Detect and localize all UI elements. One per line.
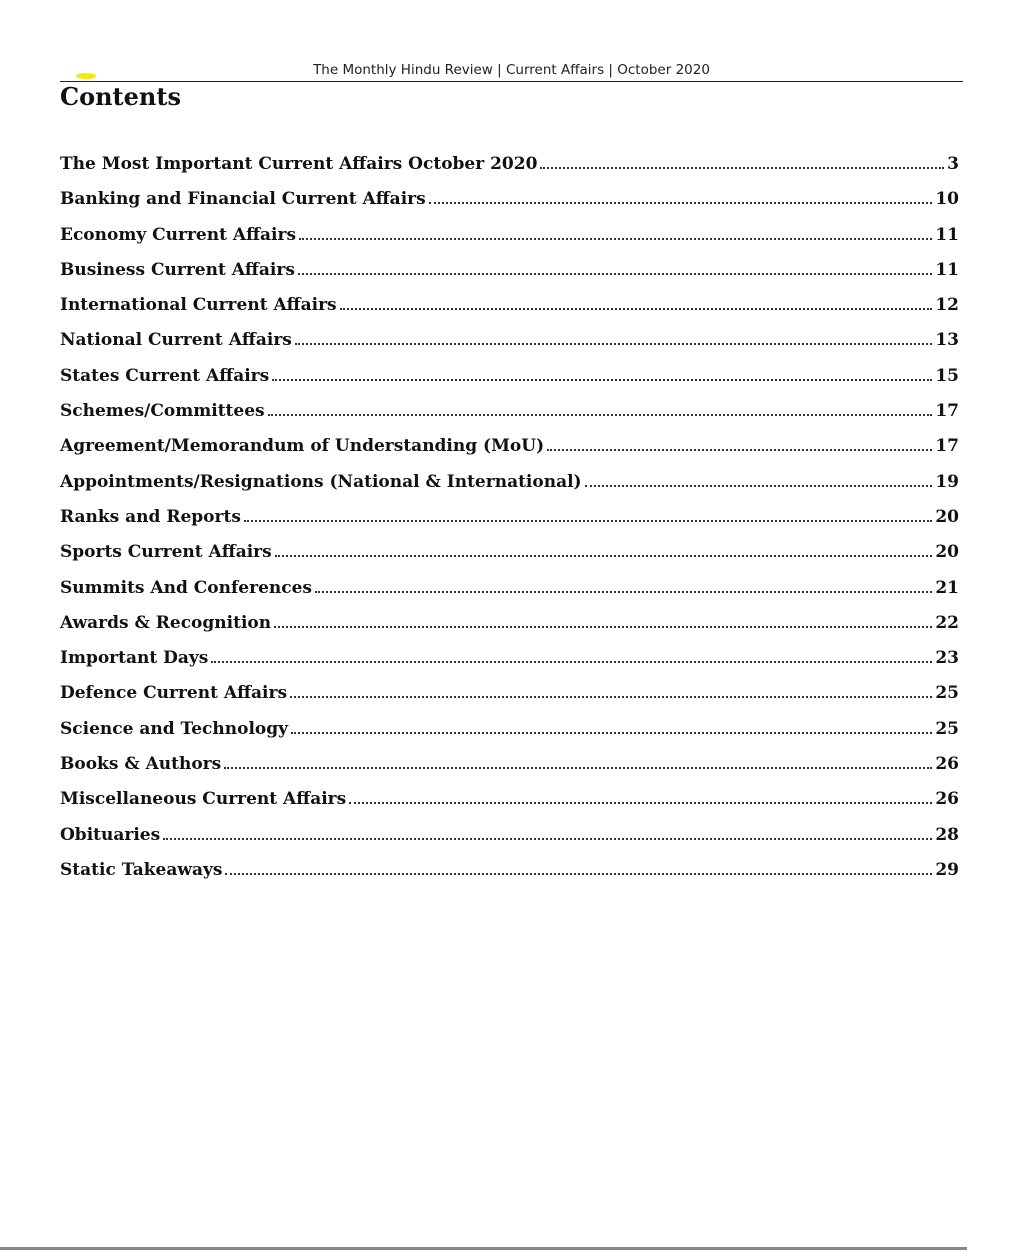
contents-heading: Contents	[60, 82, 181, 111]
toc-entry-page-number: 25	[935, 683, 959, 704]
toc-entry-page-number: 22	[935, 612, 959, 633]
toc-entry[interactable]	[60, 785, 959, 820]
toc-entry-label: Awards & Recognition	[60, 612, 272, 633]
table-of-contents	[60, 150, 959, 891]
toc-entry-page-number: 28	[935, 824, 959, 845]
toc-dot-leader	[211, 661, 932, 663]
toc-dot-leader	[540, 167, 944, 169]
toc-entry-label: Appointments/Resignations (National & International)	[60, 471, 582, 492]
toc-entry-page-number: 17	[935, 436, 959, 457]
toc-dot-leader	[225, 873, 932, 875]
toc-entry[interactable]	[60, 644, 959, 679]
toc-entry-page-number: 15	[935, 365, 959, 386]
toc-entry-label: Schemes/Committees	[60, 401, 265, 422]
toc-dot-leader	[275, 555, 933, 557]
toc-entry-label: Agreement/Memorandum of Understanding (MoU)	[60, 436, 545, 457]
toc-dot-leader	[547, 449, 932, 451]
toc-entry[interactable]	[60, 468, 959, 503]
toc-entry[interactable]	[60, 574, 959, 609]
toc-entry-label: Sports Current Affairs	[60, 542, 272, 563]
toc-dot-leader	[268, 414, 933, 416]
toc-entry-label: States Current Affairs	[60, 365, 270, 386]
toc-entry-page-number: 13	[935, 330, 959, 351]
toc-dot-leader	[298, 273, 932, 275]
toc-dot-leader	[290, 696, 932, 698]
toc-entry-page-number: 21	[935, 577, 959, 598]
toc-dot-leader	[274, 626, 932, 628]
toc-entry-page-number: 26	[935, 754, 959, 775]
toc-entry-page-number: 11	[935, 224, 959, 245]
toc-dot-leader	[272, 379, 932, 381]
toc-entry[interactable]	[60, 185, 959, 220]
toc-dot-leader	[429, 202, 933, 204]
toc-entry[interactable]	[60, 326, 959, 361]
toc-entry-page-number: 17	[935, 401, 959, 422]
toc-entry-label: Obituaries	[60, 824, 161, 845]
toc-dot-leader	[585, 485, 933, 487]
toc-dot-leader	[299, 238, 932, 240]
toc-entry[interactable]	[60, 150, 959, 185]
toc-entry-label: Summits And Conferences	[60, 577, 312, 598]
toc-entry[interactable]	[60, 221, 959, 256]
toc-dot-leader	[224, 767, 932, 769]
toc-entry[interactable]	[60, 715, 959, 750]
toc-entry[interactable]	[60, 291, 959, 326]
header-title: The Monthly Hindu Review | Current Affairs | October 2020	[313, 62, 710, 78]
toc-entry[interactable]	[60, 503, 959, 538]
toc-entry-page-number: 25	[935, 718, 959, 739]
toc-dot-leader	[349, 802, 932, 804]
toc-entry-label: Static Takeaways	[60, 859, 223, 880]
toc-entry-label: Ranks and Reports	[60, 506, 241, 527]
toc-dot-leader	[163, 838, 932, 840]
toc-entry-page-number: 23	[935, 648, 959, 669]
toc-entry[interactable]	[60, 362, 959, 397]
toc-entry[interactable]	[60, 679, 959, 714]
toc-entry[interactable]	[60, 609, 959, 644]
toc-entry-label: The Most Important Current Affairs October 2020	[60, 154, 538, 174]
toc-entry-page-number: 29	[935, 859, 959, 880]
toc-entry-page-number: 12	[935, 295, 959, 316]
toc-entry-page-number: 20	[935, 506, 959, 527]
toc-entry[interactable]	[60, 856, 959, 891]
toc-entry[interactable]	[60, 538, 959, 573]
toc-dot-leader	[315, 591, 932, 593]
toc-dot-leader	[340, 308, 933, 310]
toc-entry-label: Business Current Affairs	[60, 259, 295, 280]
toc-dot-leader	[244, 520, 932, 522]
page-header	[60, 60, 963, 82]
toc-entry[interactable]	[60, 750, 959, 785]
toc-entry[interactable]	[60, 256, 959, 291]
toc-entry-label: Banking and Financial Current Affairs	[60, 189, 426, 210]
toc-entry-label: Defence Current Affairs	[60, 683, 288, 704]
toc-entry-label: Books & Authors	[60, 754, 222, 775]
toc-entry[interactable]	[60, 821, 959, 856]
toc-entry-label: Science and Technology	[60, 718, 289, 739]
toc-entry-page-number: 3	[947, 154, 959, 174]
toc-entry-label: International Current Affairs	[60, 295, 337, 316]
toc-entry-label: Economy Current Affairs	[60, 224, 297, 245]
footer-rule	[0, 1247, 967, 1250]
toc-entry[interactable]	[60, 397, 959, 432]
toc-entry-label: National Current Affairs	[60, 330, 292, 351]
toc-entry-page-number: 11	[935, 259, 959, 280]
toc-entry-label: Miscellaneous Current Affairs	[60, 789, 347, 810]
toc-dot-leader	[291, 732, 932, 734]
toc-entry-page-number: 20	[935, 542, 959, 563]
toc-entry[interactable]	[60, 432, 959, 467]
toc-entry-page-number: 26	[935, 789, 959, 810]
toc-dot-leader	[295, 343, 932, 345]
toc-entry-page-number: 19	[935, 471, 959, 492]
toc-entry-page-number: 10	[935, 189, 959, 210]
toc-entry-label: Important Days	[60, 648, 209, 669]
